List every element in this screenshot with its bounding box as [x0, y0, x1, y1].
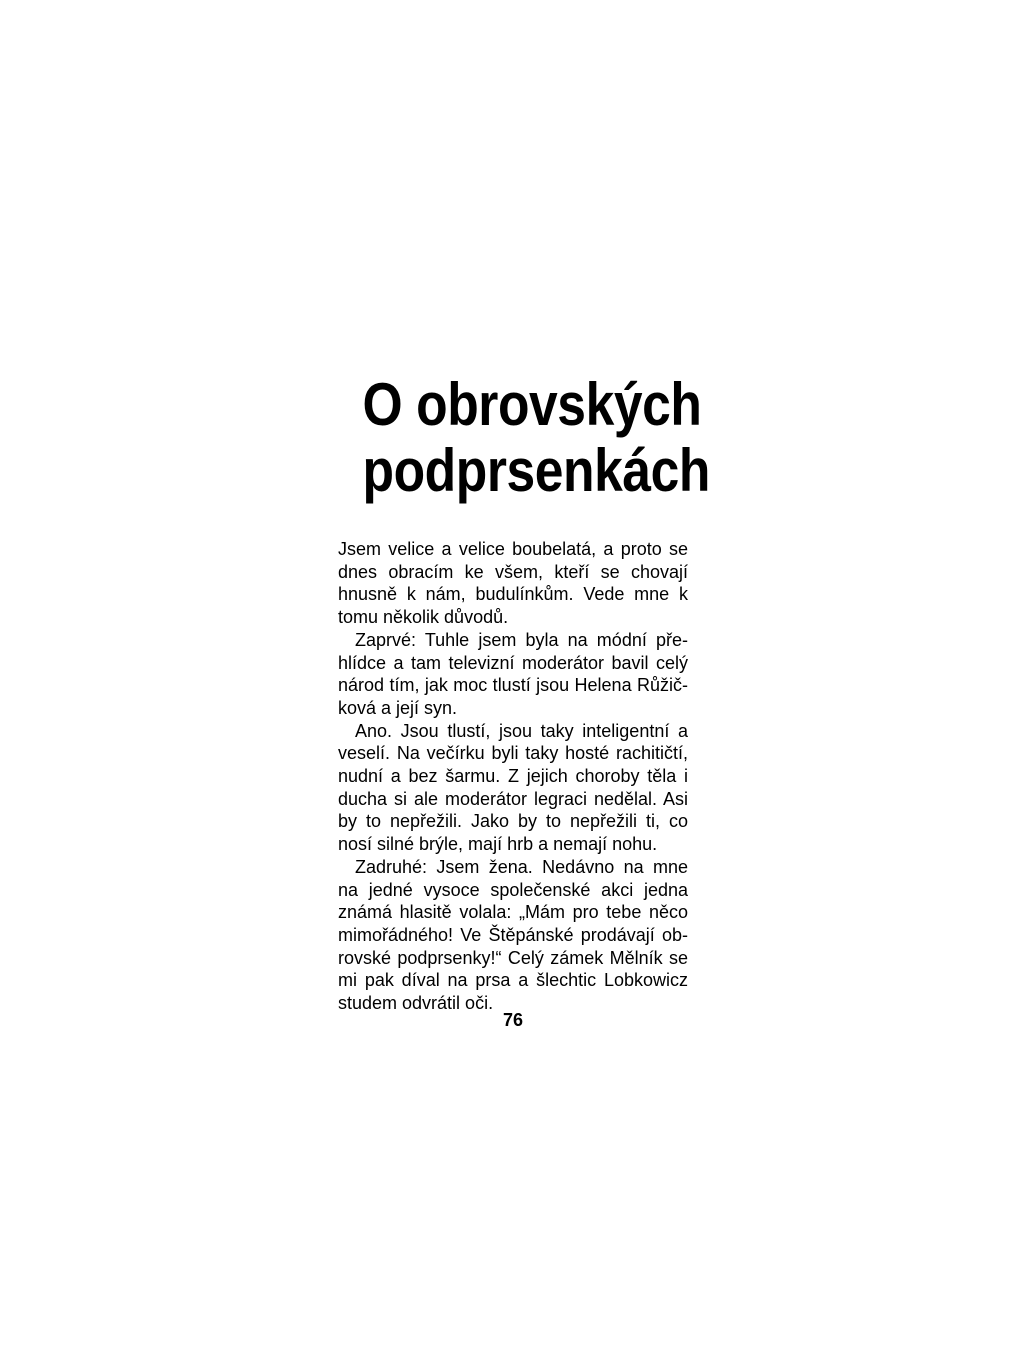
chapter-title	[362, 371, 711, 504]
body-text	[338, 538, 688, 1015]
paragraph-2: Zaprvé: Tuhle jsem byla na módní přehlídce a tam televizní moderátor bavil celý národ tím, jak moc tlustí jsou Helena Růžičková a její syn.	[338, 629, 688, 718]
paragraph-4: Zadruhé: Jsem žena. Nedávno na mne na jedné vysoce společenské akci jedna známá hlasitě volala: „Mám pro tebe něco mimořádného! Ve Štěpánské prodávají obrovské podprsenky!“ Celý zámek Mělník se mi pak díval na prsa a šlechtic Lobkowicz studem odvrátil oči.	[338, 856, 688, 1014]
paragraph-3: Ano. Jsou tlustí, jsou taky inteligentní a veselí. Na večírku byli taky hosté rachitičtí, nudní a bez šarmu. Z jejich choroby těla i ducha si ale moderátor legraci nedělal. Asi by to nepřežili. Jako by to nepřežili ti, co nosí silné brýle, mají hrb a nemají nohu.	[338, 720, 688, 855]
page-number: 76	[502, 1010, 524, 1030]
paragraph-1: Jsem velice a velice boubelatá, a proto se dnes obracím ke všem, kteří se chovají hnusně k nám, budulínkům. Vede mne k tomu několik důvodů.	[338, 539, 688, 628]
chapter-title-line-2: podprsenkách	[362, 437, 711, 504]
chapter-title-line-1: O obrovských	[362, 371, 702, 438]
